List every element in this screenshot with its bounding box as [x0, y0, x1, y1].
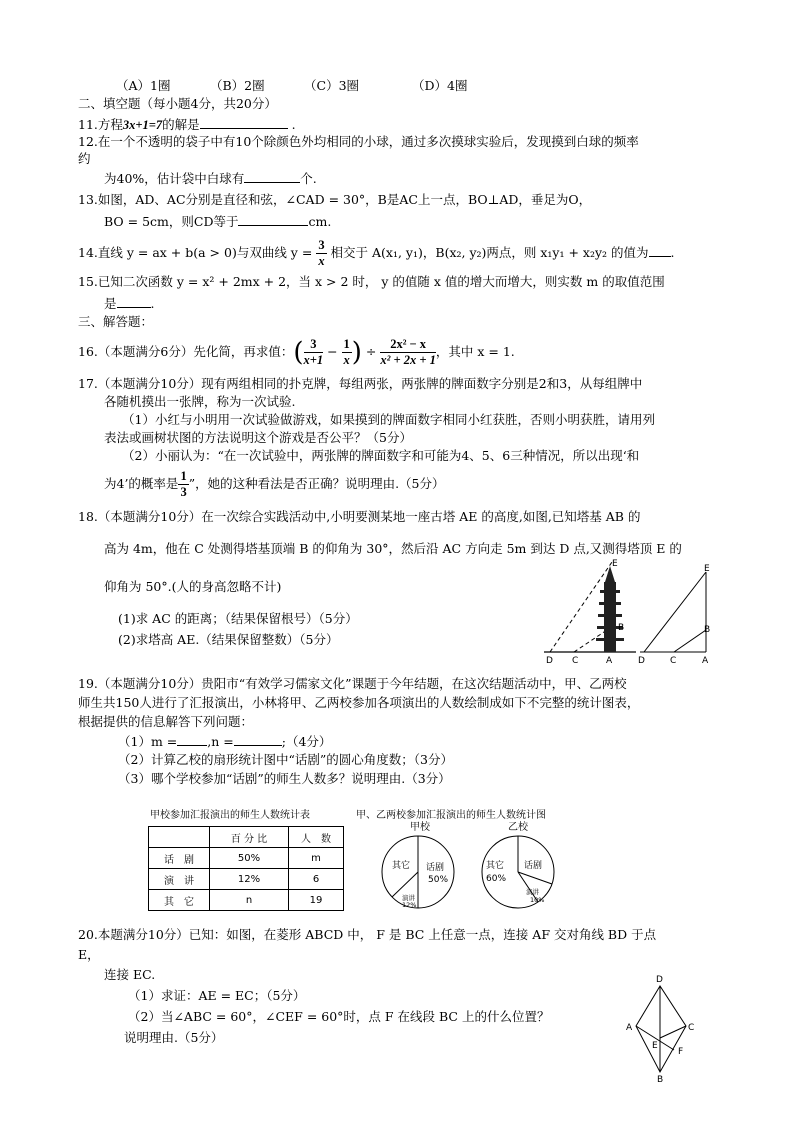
pie-jia-speech-label: 演讲: [402, 894, 415, 902]
q19-line-3: 根据提供的信息解答下列问题：: [78, 714, 254, 729]
table-cell: 6: [289, 869, 344, 890]
q18-sub-1: (1)求 AC 的距离；（结果保留根号）（5分）: [118, 611, 358, 626]
q17-fraction-num: 1: [180, 469, 187, 483]
q15-line-1: 15.已知二次函数 y = x² + 2mx + 2，当 x > 2 时， y 的值随 x 值的增大而增大，则实数 m 的取值范围: [78, 274, 665, 289]
fig20-label-B: B: [657, 1075, 664, 1085]
q13-text-a: BO = 5cm，则CD等于: [104, 214, 239, 229]
question-11: 11.方程3x+1=7的解是 .: [78, 117, 296, 132]
q16-frac-3: [380, 337, 436, 368]
pie-yi-other-label: 其它: [486, 861, 505, 871]
q11-answer-blank: [200, 115, 288, 129]
q19-sub1-c: ;（4分）: [281, 734, 332, 749]
table-row: [149, 890, 344, 911]
q12-answer-blank: [244, 169, 300, 183]
table-cell: 12%: [210, 869, 289, 890]
q20-line-2: E，: [78, 947, 100, 962]
q17-text-a: 为4’的概率是: [104, 476, 179, 491]
q14-fraction: [316, 238, 326, 269]
q14-text-a: 14.直线 y = ax + b(a > 0)与双曲线 y =: [78, 245, 313, 260]
q19-m-blank: [177, 732, 207, 746]
section-fill-in-heading: 二、填空题（每小题4分，共20分）: [78, 96, 277, 111]
q13-text-b: cm.: [308, 214, 332, 229]
rhombus-figure: [624, 972, 704, 1085]
q15-line-2: 是 .: [104, 296, 155, 311]
fig20-label-A: A: [626, 1023, 633, 1033]
pie-jia-title: 甲校: [410, 822, 430, 833]
q12-line-4: [104, 169, 317, 188]
q14-answer-blank: [649, 243, 671, 257]
fig20-label-C: C: [688, 1023, 695, 1033]
q16-frac-1-num: 3: [304, 337, 324, 353]
fig18-left-label-D: D: [546, 656, 553, 666]
q20-line-3: 连接 EC.: [104, 967, 156, 982]
table-cell: n: [210, 890, 289, 911]
table-cell: 其 它: [149, 890, 210, 911]
fig18-right-label-B: B: [704, 625, 711, 635]
question-14: 14.直线 y = ax + b(a > 0)与双曲线 y = $\frac{3}{x}$ 相交于 A(x₁, y₁)，B(x₂, y₂)两点，则 x₁y₁ + x₂y₂ 的值为 .: [78, 238, 675, 268]
q11-equation: 3x+1=7: [122, 118, 163, 132]
pagoda-figure: [540, 560, 640, 668]
q14-fraction-denominator: x: [318, 254, 325, 268]
fig18-right-label-D: D: [638, 656, 645, 666]
pie-yi-drama-label: 话剧: [524, 861, 543, 871]
fig20-label-F: F: [678, 1047, 684, 1057]
fig18-left-label-B: B: [618, 623, 625, 633]
q14-text-b: 相交于 A(x₁, y₁)，B(x₂, y₂)两点，则 x₁y₁ + x₂y₂ 的值为: [330, 245, 649, 260]
q12-line-2: 约: [78, 151, 91, 166]
q19-line-2: 师生共150人进行了汇报演出，小林将甲、乙两校参加各项演出的人数绘制成如下不完整的统计图表，: [78, 695, 640, 710]
pies19-caption: 甲、乙两校参加汇报演出的师生人数统计图: [356, 810, 546, 821]
q12-text-a: 为40%，估计袋中白球有: [104, 171, 245, 186]
fig18-left-label-E: E: [612, 559, 618, 569]
choice-d: （D）4圈: [412, 78, 468, 93]
q18-sub-2: (2)求塔高 AE.（结果保留整数）（5分）: [118, 632, 339, 647]
table19-caption: 甲校参加汇报演出的师生人数统计表: [150, 810, 310, 821]
q19-n-blank: [234, 732, 282, 746]
q16-frac-1: [304, 337, 324, 368]
table-cell: 演 讲: [149, 869, 210, 890]
pie-yi-speech-pct: 10%: [530, 896, 545, 904]
table19: [148, 826, 344, 911]
question-16: 16.（本题满分6分）先化简，再求值：( $\frac{3}{x+1}$ − $\frac{1}{x}$ ) ÷ $\frac{\text{2x² − x}}{\text{x² + 2x + 1}}$ ，其中 x = 1.: [78, 337, 515, 368]
q16-text-b: ，其中 x = 1.: [435, 344, 515, 359]
q17-line-3: （1）小红与小明用一次试验做游戏，如果摸到的牌面数字相同小红获胜，否则小明获胜，请用列: [122, 412, 655, 427]
pie-jia-drama-pct: 50%: [428, 875, 449, 885]
pie-jia-drama-label: 话剧: [426, 863, 445, 873]
q16-frac-3-num: 2x² − x: [380, 337, 436, 353]
table-row: [149, 827, 344, 848]
pie-yi-title: 乙校: [508, 822, 528, 833]
table-row: [149, 848, 344, 869]
q13-line-2: [104, 212, 331, 231]
q15-answer-blank: [117, 294, 151, 308]
q12-text-b: 个.: [300, 171, 317, 186]
table-cell: 19: [289, 890, 344, 911]
q11-suffix: 的解是: [162, 117, 200, 132]
q18-line-2: 高为 4m，他在 C 处测得塔基顶端 B 的仰角为 30°，然后沿 AC 方向走 5m 到达 D 点,又测得塔顶 E 的: [104, 541, 682, 556]
q11-prefix: 11.方程: [78, 117, 123, 132]
fig20-label-E: E: [652, 1041, 658, 1051]
pie-yi-speech-label: 演讲: [526, 888, 539, 896]
q19-sub-1: [118, 732, 331, 751]
pie-jia-other-label: 其它: [392, 861, 411, 871]
q14-fraction-numerator: 3: [318, 238, 325, 252]
fig18-right-label-C: C: [670, 656, 677, 666]
pie-yi-other-pct: 60%: [486, 874, 507, 884]
choice-a: （A）1圈: [116, 78, 171, 93]
q16-text-a: 16.（本题满分6分）先化简，再求值：: [78, 344, 294, 359]
q18-line-1: 18.（本题满分10分）在一次综合实践活动中,小明要测某地一座古塔 AE 的高度,如图,已知塔基 AB 的: [78, 509, 641, 524]
table19-header-2: 人 数: [289, 827, 344, 848]
table19-header-0: [149, 827, 210, 848]
table19-header-1: 百 分 比: [210, 827, 289, 848]
q20-sub-2: （2）当∠ABC = 60°，∠CEF = 60°时，点 F 在线段 BC 上的什么位置？: [128, 1009, 550, 1024]
q16-frac-3-den: x² + 2x + 1: [380, 353, 436, 367]
section-answer-heading: 三、解答题：: [78, 314, 154, 329]
q12-line-1: 12.在一个不透明的袋子中有10个除颜色外均相同的小球，通过多次摸球实验后，发现摸到白球的频率: [78, 134, 639, 149]
q19-sub1-b: ,n =: [207, 734, 234, 749]
choice-b: （B）2圈: [210, 78, 265, 93]
q16-frac-2: [342, 337, 352, 368]
q17-text-b: ”，她的这种看法是否正确？说明理由.（5分）: [188, 476, 445, 491]
table-row: [149, 869, 344, 890]
choice-c: （C）3圈: [304, 78, 360, 93]
table-cell: 话 剧: [149, 848, 210, 869]
fig18-right-label-A: A: [702, 656, 709, 666]
fig18-right-label-E: E: [704, 564, 710, 574]
q19-sub1-a: （1）m =: [118, 734, 178, 749]
q20-sub-3: 说明理由.（5分）: [124, 1030, 224, 1045]
table-cell: m: [289, 848, 344, 869]
q17-line-1: 17.（本题满分10分）现有两组相同的扑克牌，每组两张，两张牌的牌面数字分别是2和3，从每组牌中: [78, 376, 643, 391]
q15-text: 是: [104, 296, 117, 311]
q17-line-4: 表法或画树状图的方法说明这个游戏是否公平？（5分）: [104, 430, 412, 445]
fig20-label-D: D: [656, 975, 663, 985]
q13-answer-blank: [238, 212, 308, 226]
fig18-left-label-A: A: [606, 656, 613, 666]
q20-line-1: 20.本题满分10分）已知：如图，在菱形 ABCD 中， F 是 BC 上任意一点，连接 AF 交对角线 BD 于点: [78, 927, 657, 942]
q19-line-1: 19.（本题满分10分）贵阳市“有效学习儒家文化”课题于今年结题，在这次结题活动中，甲、乙两校: [78, 676, 627, 691]
q16-frac-2-num: 1: [343, 337, 350, 351]
q17-fraction: [178, 469, 188, 500]
q17-line-2: 各随机摸出一张牌，称为一次试验.: [104, 394, 296, 409]
q18-line-3: 仰角为 50°.(人的身高忽略不计): [104, 579, 282, 594]
q13-line-1: 13.如图，AD、AC分别是直径和弦，∠CAD = 30°，B是AC上一点，BO⊥AD，垂足为O，: [78, 192, 592, 207]
tower-geometry-figure: [638, 566, 718, 668]
pie-charts: [372, 820, 572, 914]
fig18-left-label-C: C: [572, 656, 579, 666]
pie-jia-speech-pct: 12%: [402, 901, 417, 909]
table-cell: 50%: [210, 848, 289, 869]
q19-sub-3: （3）哪个学校参加“话剧”的师生人数多？说明理由.（3分）: [118, 771, 451, 786]
q20-sub-1: （1）求证：AE = EC；（5分）: [128, 988, 306, 1003]
q17-line-5: （2）小丽认为：“在一次试验中，两张牌的牌面数字和可能为4、5、6三种情况，所以出现‘和: [122, 448, 640, 463]
q16-frac-1-den: x+1: [303, 353, 324, 367]
q16-frac-2-den: x: [343, 353, 350, 367]
q17-fraction-den: 3: [180, 485, 187, 499]
q17-line-6: [104, 465, 445, 503]
q19-sub-2: （2）计算乙校的扇形统计图中“话剧”的圆心角度数；（3分）: [118, 752, 453, 767]
